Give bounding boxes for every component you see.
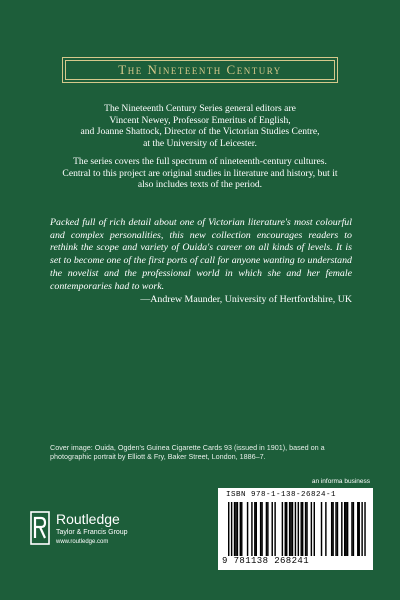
series-editors-paragraph (60, 103, 340, 149)
barcode-bar (285, 502, 286, 556)
barcode-bar (305, 502, 306, 556)
barcode-bar (231, 502, 232, 556)
barcode-bar (306, 502, 307, 556)
barcode-bar (241, 502, 242, 556)
publisher-url: www.routledge.com (56, 539, 109, 545)
barcode-bar (331, 502, 332, 556)
barcode-bar (347, 502, 348, 556)
barcode-bar (235, 502, 236, 556)
barcode-bar (314, 502, 315, 556)
barcode-digits: 9 781138 268241 (222, 556, 310, 566)
barcode-bar (256, 502, 257, 556)
barcode-bar (261, 502, 262, 556)
barcode-bar (237, 502, 238, 556)
series-title: The Nineteenth Century (118, 62, 282, 77)
barcode-bar (332, 502, 333, 556)
barcode-bar (302, 502, 303, 556)
barcode-bar (301, 502, 302, 556)
barcode-bar (321, 502, 322, 556)
barcode-bar (286, 502, 287, 556)
barcode-bar (274, 502, 275, 556)
isbn-label: ISBN 978-1-138-26824-1 (226, 491, 337, 499)
barcode-bar (345, 502, 346, 556)
endorsement-attribution: —Andrew Maunder, University of Hertfordshire, UK (140, 294, 352, 305)
editors-line: and Joanne Shattock, Director of the Victorian Studies Centre, (80, 126, 320, 138)
barcode-bar (357, 502, 358, 556)
barcode-bar (228, 502, 229, 556)
barcode-bar (295, 502, 296, 556)
publisher-group: Taylor & Francis Group (56, 529, 128, 536)
barcode-bar (267, 502, 268, 556)
barcode-bar (335, 502, 336, 556)
series-title-frame (62, 57, 338, 83)
barcode-bar (254, 502, 255, 556)
barcode-bar (359, 502, 360, 556)
barcode-bar (290, 502, 291, 556)
scope-line: Central to this project are original studies in literature and history, but it (62, 167, 338, 179)
barcode-bar (341, 502, 342, 556)
barcode-bar (247, 502, 248, 556)
barcode-bar (282, 502, 283, 556)
barcode-bar (260, 502, 261, 556)
editors-line: at the University of Leicester. (143, 137, 257, 149)
barcode-bar (337, 502, 338, 556)
barcode-bars (224, 502, 367, 556)
barcode-bar (234, 502, 235, 556)
barcode-bar (251, 502, 252, 556)
scope-line: also includes texts of the period. (137, 179, 263, 191)
barcode-bar (344, 502, 345, 556)
barcode-bar (311, 502, 312, 556)
barcode-bar (325, 502, 326, 556)
editors-line: The Nineteenth Century Series general editors are (104, 103, 296, 114)
routledge-r-icon (30, 511, 50, 545)
barcode-bar (353, 502, 354, 556)
scope-line: The series covers the full spectrum of nineteenth-century cultures. (73, 156, 327, 167)
barcode-bar (361, 502, 362, 556)
publisher-name: Routledge (56, 511, 120, 527)
barcode-bar (289, 502, 290, 556)
barcode-bar (298, 502, 299, 556)
endorsement-quote: Packed full of rich detail about one of Victorian literature's most colourful and complex personalities, this new collection encourages readers to rethink the scope and variety of Ouida's career on all kinds of levels. It is set to become one of the first ports of call for anyone wanting to understand the novelist and the professional world in which she and her female contemporaries had to work. (50, 217, 352, 292)
informa-business-label: an informa business (311, 478, 370, 485)
barcode-bar (292, 502, 293, 556)
barcode-bar (240, 502, 241, 556)
series-scope-paragraph (56, 156, 344, 191)
routledge-logo (30, 511, 160, 551)
barcode-bar (272, 502, 273, 556)
isbn-barcode (218, 488, 373, 570)
cover-image-caption: Cover image: Ouida, Ogden's Guinea Cigarette Cards 93 (issued in 1901), based on a photographic portrait by Elliott & Fry, Baker Street, London, 1886–7. (50, 443, 325, 462)
barcode-bar (351, 502, 352, 556)
barcode-bar (266, 502, 267, 556)
editors-line: Vincent Newey, Professor Emeritus of English, (109, 114, 291, 126)
barcode-bar (364, 502, 365, 556)
